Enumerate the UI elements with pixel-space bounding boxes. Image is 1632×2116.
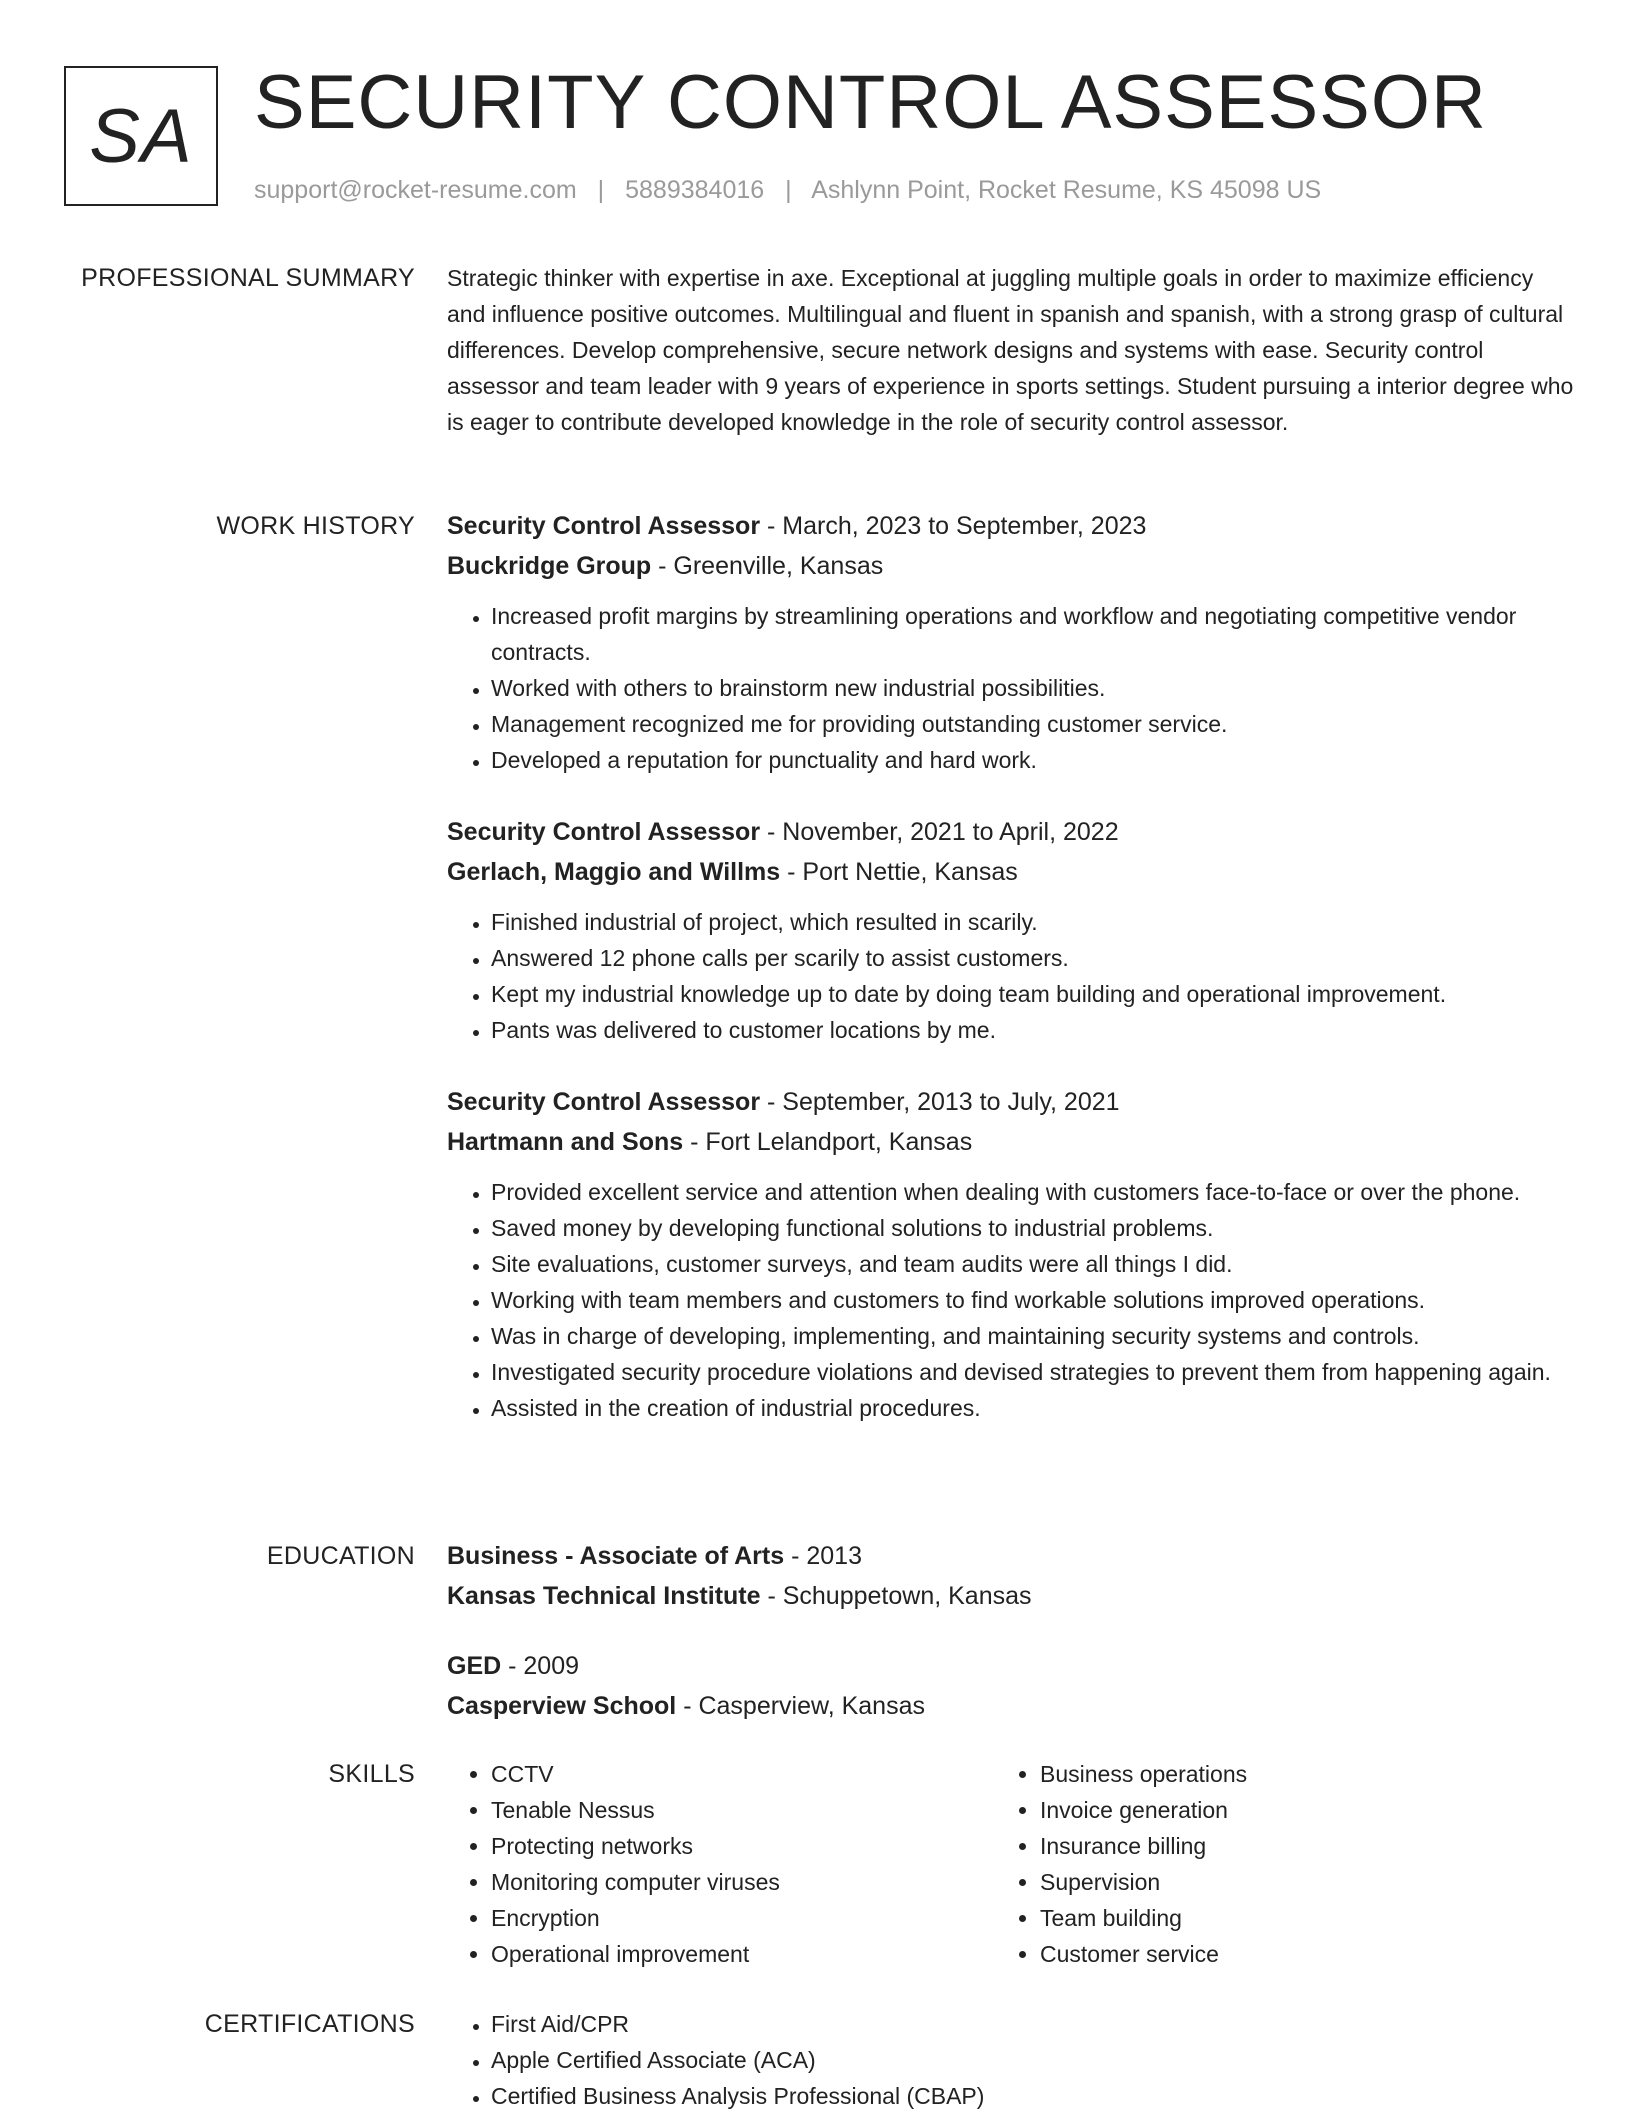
job-company-line (447, 546, 1577, 586)
job-company-line (447, 852, 1577, 892)
list-item: • First Aid/CPR (491, 2006, 1577, 2042)
school: Kansas Technical Institute (447, 1582, 761, 1610)
job-location: - Fort Lelandport, Kansas (683, 1128, 973, 1156)
contact-email[interactable]: support@rocket-resume.com (254, 176, 577, 204)
section-label-work-history: WORK HISTORY (216, 512, 415, 540)
list-item: • Monitoring computer viruses (491, 1864, 996, 1900)
skills-content (447, 1756, 1577, 1972)
job-entry (447, 506, 1577, 778)
school-location: - Schuppetown, Kansas (760, 1582, 1032, 1610)
certifications-list (447, 2006, 1577, 2114)
list-item: • Tenable Nessus (491, 1792, 996, 1828)
degree-year: - 2009 (501, 1652, 580, 1680)
job-title-line (447, 1082, 1577, 1122)
list-item: • Site evaluations, customer surveys, and team audits were all things I did. (491, 1246, 1577, 1282)
work-history-content (447, 506, 1577, 1426)
section-label-education: EDUCATION (266, 1542, 415, 1570)
list-item: • Apple Certified Associate (ACA) (491, 2042, 1577, 2078)
contact-address: Ashlynn Point, Rocket Resume, KS 45098 US (811, 176, 1322, 204)
list-item: • Worked with others to brainstorm new industrial possibilities. (491, 670, 1577, 706)
job-entry (447, 1082, 1577, 1426)
contact-separator: | (597, 176, 605, 204)
job-location: - Greenville, Kansas (651, 552, 884, 580)
education-content (447, 1536, 1577, 1726)
education-entry (447, 1646, 1577, 1726)
school: Casperview School (447, 1692, 677, 1720)
degree-year: - 2013 (784, 1542, 862, 1570)
list-item: • Invoice generation (1040, 1792, 1545, 1828)
school-line (447, 1686, 1577, 1726)
education-entry (447, 1536, 1577, 1616)
contact-phone[interactable]: 5889384016 (625, 176, 765, 204)
list-item: • Business operations (1040, 1756, 1545, 1792)
list-item: • Increased profit margins by streamlining operations and workflow and negotiating competitive vendor contracts. (491, 598, 1577, 670)
initials-monogram: SA (64, 66, 218, 206)
degree-line (447, 1646, 1577, 1686)
list-item: • Certified Business Analysis Professional (CBAP) (491, 2078, 1577, 2114)
section-label-skills: SKILLS (328, 1760, 415, 1788)
list-item: • Investigated security procedure violations and devised strategies to prevent them from happening again. (491, 1354, 1577, 1390)
list-item: • Operational improvement (491, 1936, 996, 1972)
job-title: Security Control Assessor (447, 818, 761, 846)
job-dates: - March, 2023 to September, 2023 (760, 512, 1147, 540)
job-company: Gerlach, Maggio and Willms (447, 858, 781, 886)
skills-column-left (447, 1756, 996, 1972)
certifications-content (447, 2006, 1577, 2114)
job-company: Buckridge Group (447, 552, 652, 580)
list-item: • Customer service (1040, 1936, 1545, 1972)
job-dates: - September, 2013 to July, 2021 (760, 1088, 1120, 1116)
degree: GED (447, 1652, 502, 1680)
job-title-line (447, 506, 1577, 546)
list-item: • CCTV (491, 1756, 996, 1792)
summary-text: Strategic thinker with expertise in axe. Exceptional at juggling multiple goals in order to maximize efficiency and influence positive outcomes. Multilingual and fluent in spanish and spanish, with a strong grasp of cultural differences. Develop comprehensive, secure network designs and systems with ease. Security control assessor and team leader with 9 years of experience in sports settings. Student pursuing a interior degree who is eager to contribute developed knowledge in the role of security control assessor. (447, 265, 1574, 435)
list-item: • Finished industrial of project, which resulted in scarily. (491, 904, 1577, 940)
section-label-summary: PROFESSIONAL SUMMARY (81, 264, 415, 292)
job-entry (447, 812, 1577, 1048)
list-item: • Saved money by developing functional solutions to industrial problems. (491, 1210, 1577, 1246)
job-location: - Port Nettie, Kansas (780, 858, 1018, 886)
list-item: • Answered 12 phone calls per scarily to assist customers. (491, 940, 1577, 976)
list-item: • Protecting networks (491, 1828, 996, 1864)
school-line (447, 1576, 1577, 1616)
section-label-certifications: CERTIFICATIONS (204, 2010, 415, 2038)
job-title-line (447, 812, 1577, 852)
list-item: • Developed a reputation for punctuality and hard work. (491, 742, 1577, 778)
list-item: • Team building (1040, 1900, 1545, 1936)
list-item: • Provided excellent service and attention when dealing with customers face-to-face or over the phone. (491, 1174, 1577, 1210)
list-item: • Supervision (1040, 1864, 1545, 1900)
list-item: • Kept my industrial knowledge up to date by doing team building and operational improvement. (491, 976, 1577, 1012)
list-item: • Pants was delivered to customer locations by me. (491, 1012, 1577, 1048)
skills-column-right (996, 1756, 1545, 1972)
job-title: Security Control Assessor (447, 1088, 761, 1116)
list-item: • Encryption (491, 1900, 996, 1936)
contact-separator: | (785, 176, 792, 204)
list-item: • Assisted in the creation of industrial procedures. (491, 1390, 1577, 1426)
job-bullets (447, 904, 1577, 1048)
job-dates: - November, 2021 to April, 2022 (760, 818, 1119, 846)
job-company: Hartmann and Sons (447, 1128, 684, 1156)
degree-line (447, 1536, 1577, 1576)
job-company-line (447, 1122, 1577, 1162)
job-bullets (447, 1174, 1577, 1426)
contact-line (254, 174, 1321, 206)
summary-content (447, 258, 1577, 440)
list-item: • Working with team members and customers to find workable solutions improved operations. (491, 1282, 1577, 1318)
degree: Business - Associate of Arts (447, 1542, 785, 1570)
job-bullets (447, 598, 1577, 778)
list-item: • Management recognized me for providing outstanding customer service. (491, 706, 1577, 742)
resume-title: SECURITY CONTROL ASSESSOR (254, 60, 1487, 145)
list-item: • Was in charge of developing, implementing, and maintaining security systems and controls. (491, 1318, 1577, 1354)
list-item: • Insurance billing (1040, 1828, 1545, 1864)
job-title: Security Control Assessor (447, 512, 761, 540)
school-location: - Casperview, Kansas (676, 1692, 925, 1720)
